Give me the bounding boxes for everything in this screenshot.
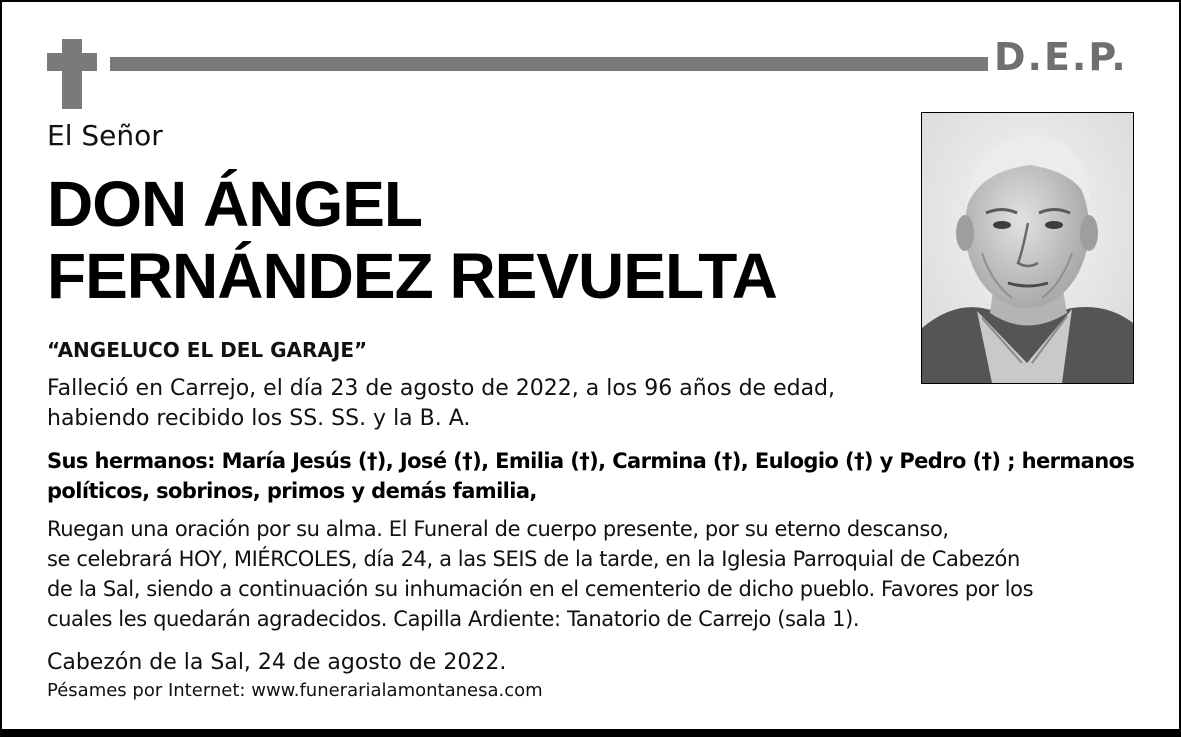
family-line-2: políticos, sobrinos, primos y demás familia,	[47, 479, 537, 503]
condolences-web: Pésames por Internet: www.funerarialamontanesa.com	[47, 680, 543, 701]
funeral-line-4: cuales les quedarán agradecidos. Capilla Ardiente: Tanatorio de Carrejo (sala 1).	[47, 607, 860, 631]
nickname: “ANGELUCO EL DEL GARAJE”	[47, 338, 368, 362]
family-line-1: Sus hermanos: María Jesús (†), José (†), Emilia (†), Carmina (†), Eulogio (†) y Pedro (†) ; hermanos	[47, 449, 1135, 473]
place-date: Cabezón de la Sal, 24 de agosto de 2022.	[47, 650, 507, 675]
cross-icon-bar	[47, 53, 97, 71]
name-line-2: FERNÁNDEZ REVUELTA	[47, 240, 777, 312]
header-rule	[110, 57, 988, 71]
funeral-paragraph	[47, 514, 1157, 634]
portrait-photo	[921, 112, 1134, 384]
funeral-line-2: se celebrará HOY, MIÉRCOLES, día 24, a las SEIS de la tarde, en la Iglesia Parroquial de Cabezón	[47, 547, 1020, 571]
portrait-illustration	[922, 113, 1133, 383]
death-line-2: habiendo recibido los SS. SS. y la B. A.	[47, 406, 471, 431]
deceased-name	[47, 168, 777, 312]
family-paragraph	[47, 446, 1147, 506]
funeral-line-3: de la Sal, siendo a continuación su inhumación en el cementerio de dicho pueblo. Favores por los	[47, 577, 1034, 601]
death-paragraph	[47, 374, 847, 434]
name-line-1: DON ÁNGEL	[47, 168, 422, 240]
honorific: El Señor	[47, 119, 163, 152]
dep-label: D.E.P.	[994, 35, 1128, 79]
funeral-line-1: Ruegan una oración por su alma. El Funeral de cuerpo presente, por su eterno descanso,	[47, 517, 949, 541]
cross-icon	[62, 39, 82, 109]
death-line-1: Falleció en Carrejo, el día 23 de agosto de 2022, a los 96 años de edad,	[47, 376, 836, 401]
